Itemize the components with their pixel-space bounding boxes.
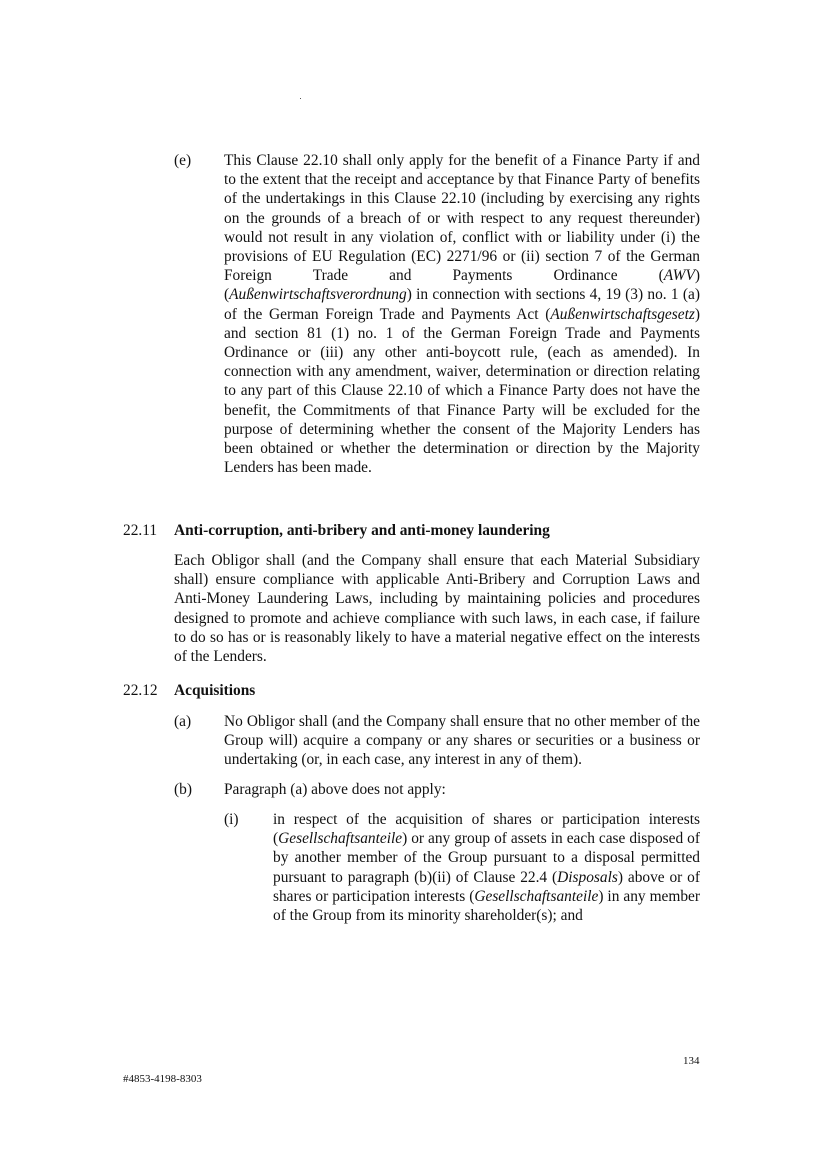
clause-22-12-a-label: (a) [174, 713, 192, 730]
clause-22-12-number: 22.12 [123, 682, 158, 699]
clause-22-11-number: 22.11 [123, 522, 158, 539]
page-number: 134 [683, 1055, 700, 1067]
clause-22-12-b-i-label: (i) [224, 811, 239, 828]
document-id: #4853-4198-8303 [123, 1073, 202, 1085]
clause-22-11-body: Each Obligor shall (and the Company shall ensure that each Material Subsidiary shall) ensure compliance with applicable Anti-Bribery and Corruption Laws and Anti-Money Laundering Laws, including by maintaining policies and procedures designed to promote and achieve compliance with such laws, in each case, if failure to do so has or is reasonably likely to have a material negative effect on the interests of the Lenders. [174, 552, 700, 666]
clause-e-label: (e) [174, 152, 192, 169]
clause-22-12-b-i-text: in respect of the acquisition of shares or participation interests (Gesellschaftsanteile) or any group of assets in each case disposed of by another member of the Group pursuant to a disposal permitted pursuant to paragraph (b)(ii) of Clause 22.4 (Disposals) above or of shares or participation interests (Gesellschaftsanteile) in any member of the Group from its minority shareholder(s); and [273, 811, 700, 925]
clause-e-text: This Clause 22.10 shall only apply for the benefit of a Finance Party if and to the extent that the receipt and acceptance by that Finance Party of benefits of the undertakings in this Clause 22.10 (including by exercising any rights on the grounds of a breach of or with respect to any request thereunder) would not result in any violation of, conflict with or liability under (i) the provisions of EU Regulation (EC) 2271/96 or (ii) section 7 of the German Foreign Trade and Payments Ordinance (AWV) (Außenwirtschaftsverordnung) in connection with sections 4, 19 (3) no. 1 (a) of the German Foreign Trade and Payments Act (Außenwirtschaftsgesetz) and section 81 (1) no. 1 of the German Foreign Trade and Payments Ordinance or (iii) any other anti-boycott rule, (each as amended). In connection with any amendment, waiver, determination or direction relating to any part of this Clause 22.10 of which a Finance Party does not have the benefit, the Commitments of that Finance Party will be excluded for the purpose of determining whether the consent of the Majority Lenders has been obtained or whether the determination or direction by the Majority Lenders has been made. [224, 152, 700, 477]
clause-22-12-a-text: No Obligor shall (and the Company shall ensure that no other member of the Group will) acquire a company or any shares or securities or a business or undertaking (or, in each case, any interest in any of them). [224, 713, 700, 769]
stray-mark [300, 98, 301, 99]
clause-22-12-heading: Acquisitions [174, 682, 256, 699]
clause-22-11-heading: Anti-corruption, anti-bribery and anti-money laundering [174, 522, 550, 539]
clause-22-12-b-text: Paragraph (a) above does not apply: [224, 781, 446, 798]
clause-22-12-b-label: (b) [174, 781, 192, 798]
